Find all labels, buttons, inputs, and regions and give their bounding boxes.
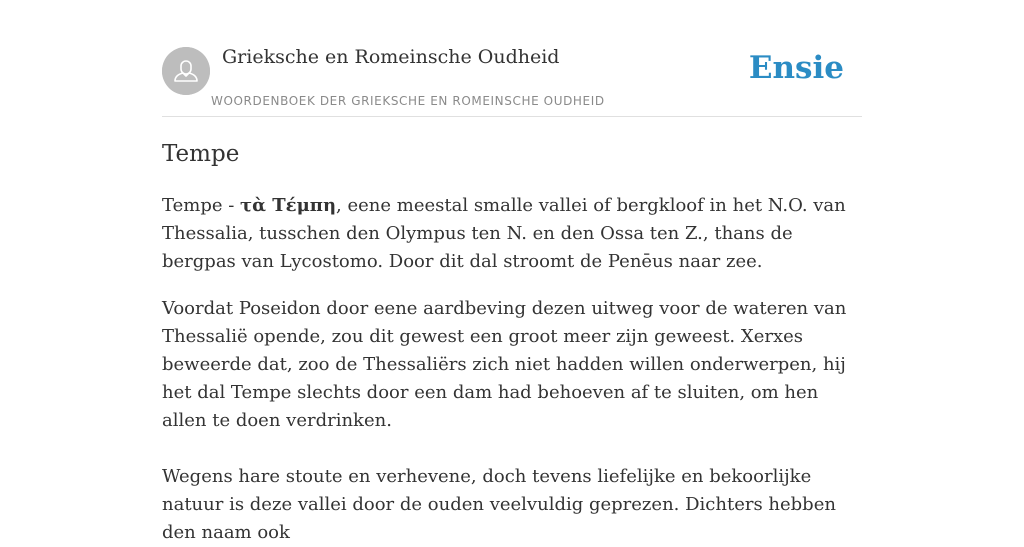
ensie-logo-link[interactable]: Ensie — [748, 50, 844, 86]
entry-title: Tempe — [162, 141, 240, 167]
user-icon — [162, 47, 210, 95]
entry-paragraph-3: Wegens hare stoute en verhevene, doch tevens liefelijke en bekoorlijke natuur is deze vallei door de ouden veelvuldig geprezen. Dichters hebben den naam ook — [162, 466, 836, 543]
book-subtitle: WOORDENBOEK DER GRIEKSCHE EN ROMEINSCHE OUDHEID — [211, 94, 605, 108]
avatar[interactable] — [162, 47, 210, 95]
entry-lead-term: Tempe - — [162, 195, 241, 216]
entry-paragraph-2: Voordat Poseidon door eene aardbeving dezen uitweg voor de wateren van Thessalië opende, zou dit gewest een groot meer zijn geweest. Xerxes beweerde dat, zoo de Thessaliërs zich niet hadden willen onderwerpen, hij het dal Tempe slechts door een dam had behoeven af te sluiten, om hen allen te doen verdrinken. — [162, 298, 847, 431]
header — [162, 40, 862, 117]
greek-term: τὰ Τέμπη — [240, 195, 337, 216]
entry-paragraph-1 — [162, 192, 862, 276]
entry-paragraph-1-text: , eene meestal smalle vallei of bergkloof in het N.O. van Thessalia, tusschen den Olympus ten N. en den Ossa ten Z., thans de bergpas van Lycostomo. Door dit dal stroomt de Penēus naar zee. — [162, 195, 846, 272]
book-title[interactable]: Grieksche en Romeinsche Oudheid — [222, 46, 560, 68]
entry-content — [162, 138, 862, 543]
